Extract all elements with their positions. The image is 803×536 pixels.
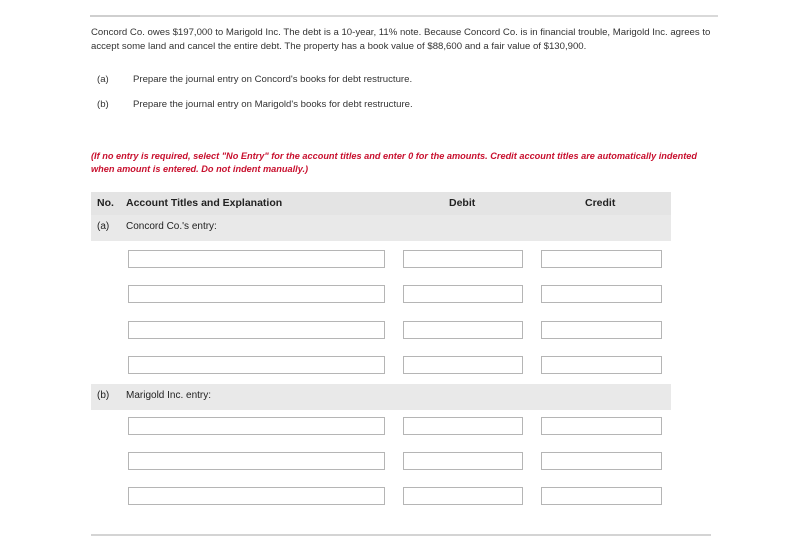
a-row2-account-input[interactable] (128, 285, 385, 303)
part-a-letter: (a) (97, 74, 109, 85)
a-row1-account-input[interactable] (128, 250, 385, 268)
a-row3-debit-input[interactable] (403, 321, 523, 339)
section-a-no: (a) (97, 221, 110, 232)
part-a (97, 74, 412, 85)
b-row1-credit-input[interactable] (541, 417, 662, 435)
a-row2-debit-input[interactable] (403, 285, 523, 303)
section-b-label: Marigold Inc. entry: (126, 390, 212, 401)
journal-table-header (91, 192, 671, 215)
header-account-titles: Account Titles and Explanation (126, 197, 283, 209)
section-b-row (91, 384, 671, 410)
part-b-letter: (b) (97, 99, 109, 110)
b-row1-debit-input[interactable] (403, 417, 523, 435)
a-row3-credit-input[interactable] (541, 321, 662, 339)
b-row3-debit-input[interactable] (403, 487, 523, 505)
a-row4-credit-input[interactable] (541, 356, 662, 374)
b-row1-account-input[interactable] (128, 417, 385, 435)
b-row3-account-input[interactable] (128, 487, 385, 505)
a-row1-credit-input[interactable] (541, 250, 662, 268)
a-row3-account-input[interactable] (128, 321, 385, 339)
problem-statement: Concord Co. owes $197,000 to Marigold Inc. The debt is a 10-year, 11% note. Because Concord Co. is in financial trouble, Marigold Inc. agrees to accept some land and cancel the entire debt. The property has a book value of $88,600 and a fair value of $130,900. (91, 27, 711, 52)
header-debit: Debit (449, 197, 476, 209)
header-no: No. (97, 197, 114, 209)
section-a-row (91, 215, 671, 241)
a-row4-account-input[interactable] (128, 356, 385, 374)
b-row2-debit-input[interactable] (403, 452, 523, 470)
a-row2-credit-input[interactable] (541, 285, 662, 303)
part-b (97, 99, 413, 110)
header-credit: Credit (585, 197, 616, 209)
instruction-note: (If no entry is required, select "No Entry" for the account titles and enter 0 for the amounts. Credit account titles are automatically indented when amount is entered. Do not indent manually.) (91, 151, 698, 174)
part-b-text: Prepare the journal entry on Marigold's books for debt restructure. (133, 99, 413, 110)
section-a-label: Concord Co.'s entry: (126, 221, 217, 232)
section-b-no: (b) (97, 390, 110, 401)
b-row3-credit-input[interactable] (541, 487, 662, 505)
top-divider-accent (90, 15, 200, 17)
a-row1-debit-input[interactable] (403, 250, 523, 268)
b-row2-account-input[interactable] (128, 452, 385, 470)
part-a-text: Prepare the journal entry on Concord's books for debt restructure. (133, 74, 413, 85)
b-row2-credit-input[interactable] (541, 452, 662, 470)
a-row4-debit-input[interactable] (403, 356, 523, 374)
